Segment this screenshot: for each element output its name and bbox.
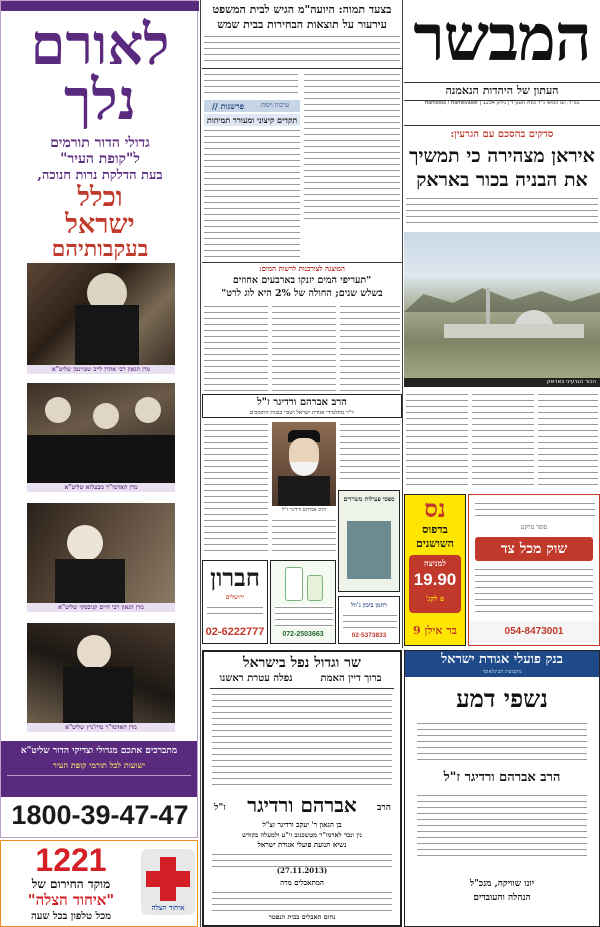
pharmacy-ad	[270, 560, 336, 644]
masthead	[404, 0, 600, 100]
shelves-ad	[338, 490, 400, 592]
obituary-title: הרב אברהם ורדיגר ז"ל	[257, 397, 347, 408]
supermarket-banner	[475, 537, 593, 561]
lead-photo-reactor	[404, 232, 600, 378]
pharmacy-phone: 072-2503663	[282, 631, 324, 638]
figure-face	[93, 403, 119, 429]
figure-face	[45, 397, 71, 423]
pharmacy-text	[275, 605, 333, 627]
masthead-rule	[404, 82, 600, 83]
supermarket-title: שוק מכל צד	[500, 541, 568, 557]
funeral-title-3: נפלה עטרת ראשנו	[219, 673, 293, 684]
water-headline-2: בשלש שנים; החולה של 2% היא לוג לרט"	[221, 288, 383, 299]
price-badge	[409, 555, 461, 613]
figure-face	[135, 397, 161, 423]
ad-divider	[7, 775, 191, 776]
rule	[202, 68, 402, 69]
ad-line-3: בעת הדלקת נרות חנוכה,	[37, 168, 163, 183]
water-col-2	[272, 304, 336, 392]
ichud-logo	[141, 849, 195, 915]
bank-text-1	[417, 721, 587, 765]
ichud-line-2: "איחוד הצלה"	[27, 891, 115, 909]
hevron-ad	[202, 560, 268, 644]
figure-body	[55, 559, 125, 603]
article-col-b	[304, 72, 400, 222]
figure-face	[67, 525, 103, 561]
water-kicker: המוצגה לצורכנות לרשות המים:	[259, 264, 345, 273]
print-shop-ad	[404, 494, 466, 646]
print-shop-line-1: בדפוס	[422, 523, 448, 536]
ad-photo-caption-2: מרן האדמו"ר מבעלזא שליט"א	[27, 483, 175, 492]
obituary-col-left	[204, 422, 268, 556]
lead-headline-1: איראן מצהירה כי תמשיך	[409, 145, 595, 167]
funeral-mourners	[212, 890, 392, 912]
funeral-body	[212, 692, 392, 788]
ad-top-strip	[1, 1, 199, 11]
column-divider	[200, 0, 201, 927]
top-story-kicker: בצעד תמוה: היועה"מ הגיש לבית המשפט	[212, 3, 392, 16]
ad-photo-caption-3: מרן הגאון רבי חיים קניבסקי שליט"א	[27, 603, 175, 612]
ad-photo-4	[27, 623, 175, 723]
funeral-name-prefix: הרב	[377, 803, 391, 813]
masthead-tagline: העתון של היהדות הנאמנה	[445, 84, 559, 97]
funeral-notice	[202, 650, 402, 927]
figure-body	[75, 305, 139, 365]
ad-footer-band	[1, 741, 197, 797]
figure-bodies	[27, 435, 175, 483]
column-divider	[402, 0, 403, 648]
ad-line-1: גדולי הדור תורמים	[50, 135, 150, 151]
price-label: למניצה	[424, 558, 446, 568]
funeral-title-1: שר וגדול נפל בישראל	[243, 655, 361, 671]
bottle-icon-2	[307, 575, 323, 601]
hevron-sub: ירושלים	[225, 594, 245, 601]
newspaper-logo: המבשר	[413, 1, 591, 76]
ichud-hatzala-ad	[0, 840, 198, 927]
lead-photo-caption-bar	[404, 378, 600, 387]
funeral-details-1: נין ונכד לאדמו"ר מטשכנוב זי"ע ולמעלה בקודש	[242, 831, 362, 839]
article-col-a	[204, 72, 298, 96]
supermarket-sub: סופר מרקט	[520, 524, 548, 531]
supermarket-body	[475, 567, 593, 617]
opinion-tag-2: ערכות ויסות	[260, 102, 290, 109]
top-story-headline: עירעור על תוצאות הבחירות בבית שמש	[217, 18, 387, 31]
funeral-details-2: נשיא תנועת פועלי אגודת ישראל	[257, 840, 347, 849]
ad-footer-line-2: ישועות לכל תורמי קופת העיר	[52, 760, 146, 770]
bank-title: בנק פועלי אגודת ישראל	[441, 652, 563, 667]
lead-headline-2: את הבניה בכור באראק	[416, 169, 588, 191]
bank-sign-1: יונו שוויקה, מנכ"ל	[469, 879, 535, 889]
ichud-logo-label: איחוד הצלה	[151, 903, 185, 912]
hevron-phone: 02-6222777	[205, 626, 265, 638]
bank-condolence-ad	[404, 650, 600, 927]
small-service-name: רחמן ביבק ג'וול	[350, 602, 388, 609]
lead-col-3	[406, 392, 468, 490]
lead-col-1	[538, 392, 598, 490]
masthead-dateline: בס"ד, יום חמישי כ"ד כסלו תשע"ד | גיליון 1234 | Hamodia / Hamevaser	[404, 100, 600, 126]
ad-line-4: וכלל	[77, 184, 123, 212]
ad-photo-caption-1: מרן הגאון רבי אהרן לייב שטיינמן שליט"א	[27, 365, 175, 374]
supermarket-header-text	[475, 501, 595, 521]
price-sub: ₪ לקג'	[425, 594, 445, 603]
lead-deck	[406, 196, 598, 228]
obituary-col-center	[272, 518, 336, 556]
ad-footer-line-1: מתברכים אתכם מגדולי וצדיקי הדור שליט"א	[20, 746, 178, 756]
water-headline-1: "תעריפי המים יזנקו בארבעים אחוזים	[232, 275, 372, 286]
supermarket-phone: 054-8473001	[469, 621, 599, 643]
ad-photo-1	[27, 263, 175, 365]
bank-header	[405, 651, 599, 677]
shelves-ad-title: ספסי פעילות משרדים	[343, 496, 395, 503]
funeral-son-of: בן הגאון ר' יעקב ורדיגר זצ"ל	[262, 820, 342, 829]
ichud-number: 1221	[35, 843, 107, 877]
obituary-subtitle: יו"ר מתלמידי אגודת ישראל ושבר בבנות התומכים	[249, 410, 355, 416]
lead-photo-caption: הכור הגרעיני באראק	[546, 379, 596, 385]
ad-title-1: לאורם	[30, 15, 170, 75]
bank-sign-2: הנהלה והעובדים	[473, 893, 531, 903]
rule	[210, 688, 394, 689]
opinion-title: תקדים קיצוני ומעורר תמיהות	[204, 114, 300, 126]
funeral-name: אברהם ורדיגר	[247, 793, 357, 817]
ad-line-2: ל"קופת העיר"	[60, 151, 140, 167]
bank-condolence-title: נשפי דמע	[456, 685, 548, 713]
funeral-name-suffix: ז"ל	[214, 803, 226, 813]
obituary-header	[202, 394, 402, 418]
small-service-phone: 02-5373833	[351, 632, 387, 639]
funeral-footer: נחום האבלים בבית הנפטר	[268, 913, 336, 921]
rule	[202, 262, 402, 263]
lead-kicker: סדקים בהסכם עם הגרעין:	[450, 129, 554, 140]
bank-sub: מקבוצת הבינלאומי	[482, 669, 522, 675]
mountains	[404, 282, 600, 312]
lead-col-2	[472, 392, 534, 490]
bank-name-line: הרב אברהם ורדיגר ז"ל	[443, 770, 561, 785]
bottle-icon	[285, 567, 303, 601]
left-advertisement	[0, 0, 198, 838]
small-service-text	[343, 613, 397, 629]
top-story-body	[204, 34, 400, 66]
ichud-line-3: מכל טלפון בכל שעה	[30, 911, 112, 922]
price-value: 19.90	[413, 570, 457, 589]
obituary-col-right	[340, 422, 400, 482]
figure-body	[63, 667, 133, 723]
supermarket-ad	[468, 494, 600, 646]
print-shop-address: בר אילן 9	[413, 624, 457, 637]
ad-photo-2	[27, 383, 175, 483]
ichud-line-1: מוקד החירום של	[31, 877, 111, 891]
print-shop-line-2: השושנים	[415, 537, 455, 550]
funeral-title-2: ברוך דיין האמת	[320, 673, 382, 684]
funeral-mourners-label: המתאבלים מרה	[280, 878, 324, 887]
ad-photo-3	[27, 503, 175, 603]
water-col-3	[340, 304, 400, 392]
portrait-beard	[290, 462, 318, 476]
figure-face	[77, 635, 111, 669]
ad-title-2: נלך	[64, 71, 136, 129]
ad-phone: 1800-39-47-47	[11, 800, 189, 830]
hevron-text	[207, 605, 263, 619]
opinion-tag-bar	[204, 100, 300, 112]
small-service-ad	[338, 596, 400, 644]
obituary-portrait	[272, 422, 336, 506]
hevron-title: חברון	[210, 563, 260, 592]
opinion-tag: פרשנות //	[211, 101, 245, 111]
print-shop-big: נס	[424, 495, 446, 523]
portrait-suit	[278, 476, 330, 506]
funeral-date: (27.11.2013)	[276, 866, 328, 875]
shelves-image	[347, 521, 391, 579]
lead-kicker-bar	[404, 128, 600, 142]
ad-line-5: ישראל	[65, 211, 135, 239]
opinion-body	[204, 128, 300, 258]
water-col-1	[204, 304, 268, 392]
ad-photo-caption-4: מרן האדמו"ר מויז'ניץ שליט"א	[27, 723, 175, 732]
funeral-name-row	[204, 792, 400, 818]
ad-line-6: בעקבותיהם	[51, 237, 149, 261]
obituary-portrait-caption: הרב אברהם ורדיגר ז"ל	[282, 507, 326, 513]
reactor-buildings	[444, 324, 584, 338]
star-of-life-icon-bar	[146, 871, 190, 887]
bank-text-2	[417, 793, 587, 857]
funeral-title-row	[204, 672, 400, 686]
